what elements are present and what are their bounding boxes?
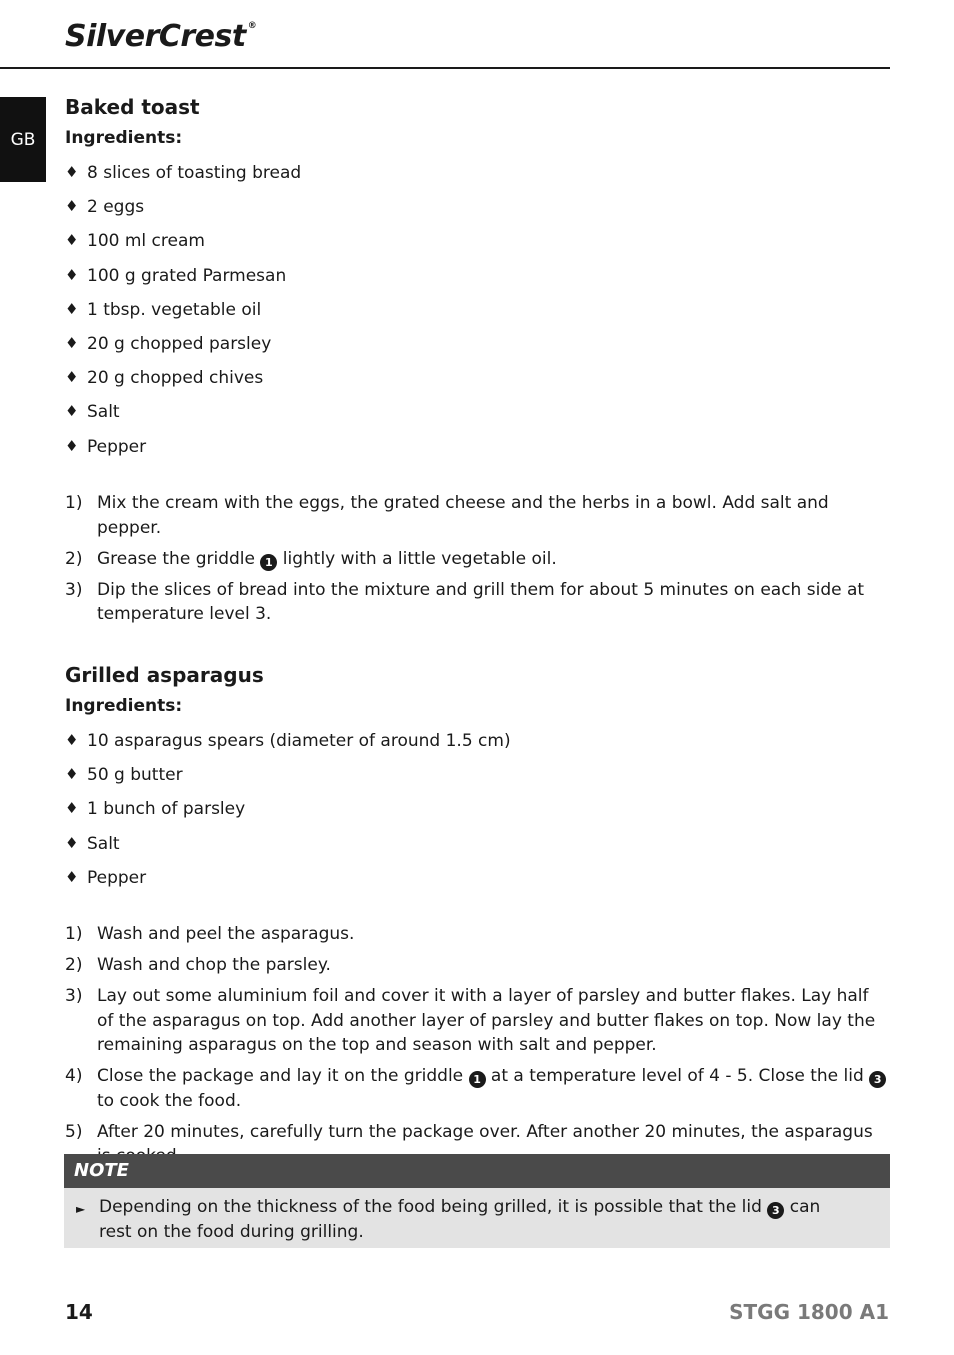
step-item: 4) Close the package and lay it on the griddle 1 at a temperature level of 4 - 5. Close the lid 3 to cook the food.	[65, 1064, 890, 1113]
list-item: ♦ Salt	[65, 833, 120, 854]
step-item: 5) After 20 minutes, carefully turn the package over. After another 20 minutes, the asparagus	[65, 1121, 873, 1142]
ingredient-list-baked-toast	[65, 165, 301, 473]
note-body: ► Depending on the thickness of the food being grilled, it is possible that the lid 3 can rest on the food during grilling.	[64, 1188, 890, 1248]
list-item: ♦ 20 g chopped chives	[65, 368, 264, 389]
list-item: ♦ 100 ml cream	[65, 231, 205, 252]
diamond-bullet-icon: ♦	[65, 333, 79, 352]
list-item: ♦ Pepper	[65, 867, 147, 888]
list-item: ♦ Salt	[65, 402, 120, 423]
registered-mark: ®	[247, 21, 257, 31]
note-heading: NOTE	[64, 1154, 890, 1188]
ingredients-heading-grilled-asparagus: Ingredients:	[65, 696, 183, 716]
ingredients-heading-baked-toast: Ingredients:	[65, 128, 183, 148]
page-number: 14	[65, 1300, 93, 1324]
section-title-grilled-asparagus: Grilled asparagus	[65, 663, 264, 687]
list-item: ♦ 1 tbsp. vegetable oil	[65, 299, 262, 320]
step-item: 1) Mix the cream with the eggs, the grated cheese and the herbs in a bowl. Add salt and pepper.	[65, 493, 829, 538]
lid-reference-icon: 3	[767, 1202, 784, 1219]
lid-reference-icon: 3	[869, 1071, 886, 1088]
step-item: 1) Wash and peel the asparagus.	[65, 924, 355, 944]
diamond-bullet-icon: ♦	[65, 867, 79, 886]
list-item: ♦ Pepper	[65, 436, 147, 457]
brand-logo	[65, 19, 257, 54]
griddle-reference-icon: 1	[260, 554, 277, 571]
diamond-bullet-icon: ♦	[65, 833, 79, 852]
list-item: ♦ 2 eggs	[65, 197, 145, 218]
steps-grilled-asparagus	[65, 922, 890, 1175]
ingredient-list-grilled-asparagus	[65, 733, 511, 904]
step-item: 3) Dip the slices of bread into the mixture and grill them for about 5 minutes on each side at temperature level 3.	[65, 579, 865, 624]
diamond-bullet-icon: ♦	[65, 299, 79, 318]
step-item: 2) Grease the griddle 1 lightly with a little vegetable oil.	[65, 548, 557, 569]
section-title-baked-toast: Baked toast	[65, 95, 200, 119]
diamond-bullet-icon: ♦	[65, 197, 79, 216]
list-item: ♦ 20 g chopped parsley	[65, 333, 272, 354]
model-number: STGG 1800 A1	[729, 1300, 889, 1324]
language-tab	[0, 97, 46, 182]
diamond-bullet-icon: ♦	[65, 231, 79, 250]
list-item: ♦ 100 g grated Parmesan	[65, 265, 287, 286]
header-divider	[0, 67, 890, 69]
diamond-bullet-icon: ♦	[65, 436, 79, 455]
diamond-bullet-icon: ♦	[65, 765, 79, 784]
step-item: 2) Wash and chop the parsley.	[65, 955, 331, 975]
list-item: ♦ 1 bunch of parsley	[65, 799, 246, 820]
triangle-arrow-icon: ►	[76, 1202, 86, 1216]
diamond-bullet-icon: ♦	[65, 163, 79, 181]
list-item: ♦ 8 slices of toasting bread	[65, 163, 302, 183]
diamond-bullet-icon: ♦	[65, 265, 79, 284]
griddle-reference-icon: 1	[469, 1071, 486, 1088]
language-tab-label: GB	[10, 129, 36, 150]
steps-baked-toast	[65, 491, 890, 633]
diamond-bullet-icon: ♦	[65, 731, 79, 749]
list-item: ♦ 10 asparagus spears (diameter of around 1.5 cm)	[65, 731, 511, 751]
diamond-bullet-icon: ♦	[65, 799, 79, 818]
step-item: 3) Lay out some aluminium foil and cover it with a layer of parsley and butter flakes. Lay half of the asparagus on top. Add another layer of parsley and butter flakes on top. Now lay the remaining asparagus on the top and season with salt and pepper.	[65, 986, 876, 1055]
brand-name: SilverCrest	[65, 19, 246, 54]
diamond-bullet-icon: ♦	[65, 368, 79, 387]
diamond-bullet-icon: ♦	[65, 402, 79, 421]
list-item: ♦ 50 g butter	[65, 765, 183, 786]
